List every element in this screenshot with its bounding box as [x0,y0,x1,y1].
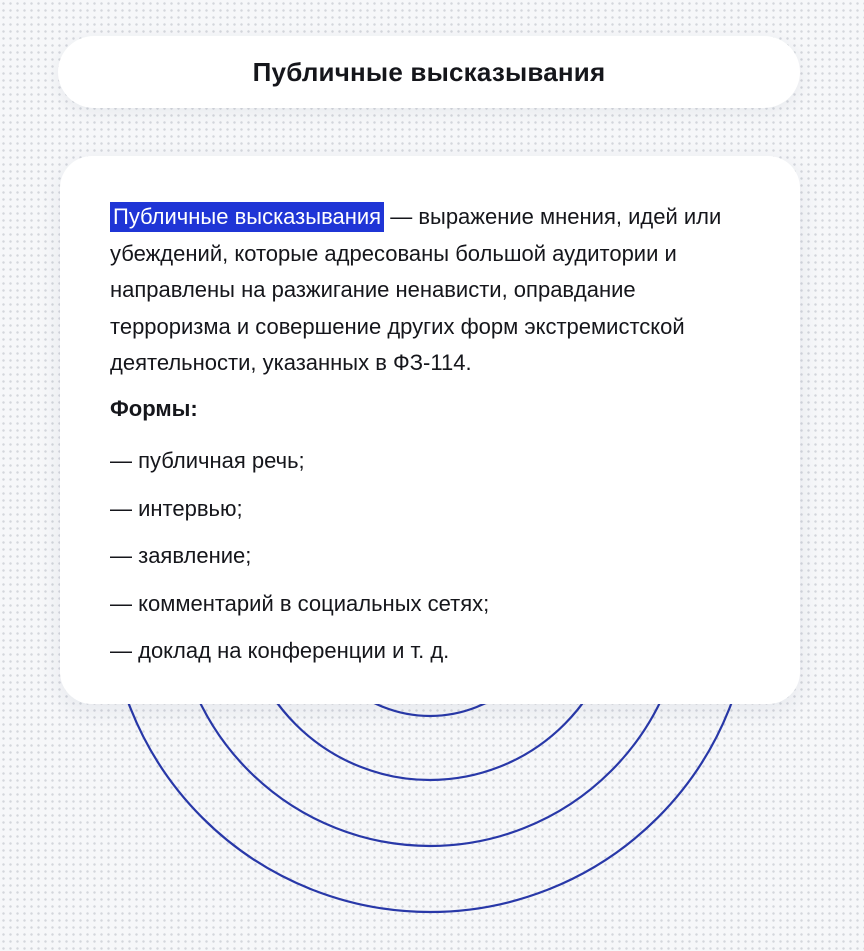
list-item: — публичная речь; [110,448,305,473]
forms-heading: Формы: [110,396,198,421]
highlighted-term: Публичные высказывания [110,202,384,232]
list-item: — комментарий в социальных сетях; [110,590,490,616]
list-item: — заявление; [110,543,252,568]
title-card [58,36,800,108]
content-card [60,156,800,704]
definition-paragraph [110,199,750,382]
forms-list [110,446,489,684]
definition-text: — выражение мнения, идей или убеждений, которые адресованы большой аудитории и направлены на разжигание ненависти, оправдание терроризма и совершение других форм экстремистской деятельности, указанных в ФЗ-114. [110,204,722,375]
list-item: — доклад на конференции и т. д. [110,638,450,663]
list-item: — интервью; [110,495,243,521]
page-title: Публичные высказывания [252,56,606,87]
